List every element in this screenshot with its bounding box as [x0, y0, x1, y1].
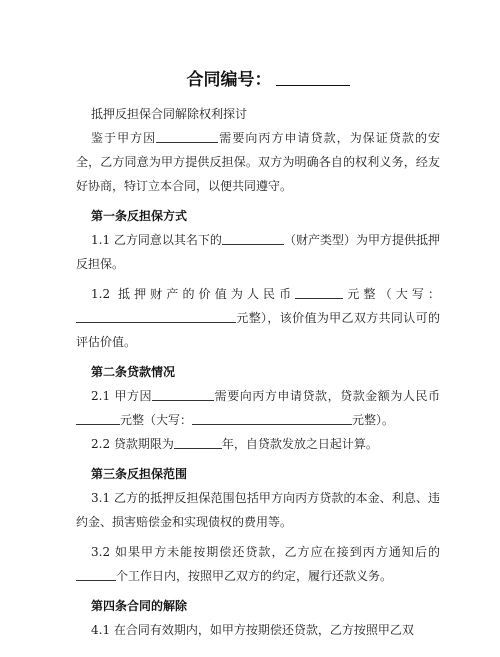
clause-3-2-text-1: 3.2 如果甲方未能按期偿还贷款，乙方应在接到丙方通知后的 [91, 545, 440, 559]
property-value-words-blank[interactable] [76, 308, 236, 323]
property-value-blank[interactable] [295, 284, 343, 299]
clause-2-1-text-3: 元整（大写： [120, 413, 193, 427]
article2-clause2 [76, 432, 440, 456]
clause-1-1-text-2: （财产类型）为甲方提供抵押反担保。 [76, 233, 440, 271]
article4-heading: 第四条合同的解除 [91, 599, 188, 613]
clause-2-1-text-4: 元整）。 [352, 413, 395, 427]
article1-clause1 [76, 228, 440, 276]
article1-heading: 第一条反担保方式 [91, 209, 188, 223]
preamble-text-1: 鉴于甲方因 [91, 131, 157, 145]
article2-heading: 第二条贷款情况 [91, 365, 176, 379]
clause-2-2-text-2: 年，自贷款发放之日起计算。 [221, 437, 378, 451]
contract-number-blank[interactable] [276, 69, 350, 86]
article4-clause1: 4.1 在合同有效期内，如甲方按期偿还贷款，乙方按照甲乙双 [91, 623, 414, 637]
preamble-text-2: 需要向丙方申请贷款，为保证贷款的安全，乙方同意为甲方提供反担保。双方为明确各自的权利义务，经友好协商，特订立本合同，以便共同遵守。 [76, 131, 440, 193]
preamble-paragraph [76, 126, 440, 198]
clause-2-2-text-1: 2.2 贷款期限为 [91, 437, 174, 451]
clause-1-2-text-2: 元整（大写： [343, 287, 440, 301]
clause-3-2-text-2: 个工作日内，按照甲乙双方的约定，履行还款义务。 [116, 569, 393, 583]
contract-number-title [76, 68, 440, 92]
clause-2-1-text-1: 2.1 甲方因 [91, 389, 153, 403]
contract-number-label: 合同编号： [186, 70, 272, 90]
loan-purpose-blank[interactable] [156, 128, 218, 143]
article3-clause2 [76, 540, 440, 588]
clause-2-1-text-2: 需要向丙方申请贷款，贷款金额为人民币 [214, 389, 440, 403]
article2-clause1 [76, 384, 440, 432]
loan-reason-blank[interactable] [152, 386, 214, 401]
loan-amount-words-blank[interactable] [192, 410, 352, 425]
article3-heading: 第三条反担保范围 [91, 467, 188, 481]
article1-clause2 [76, 282, 440, 354]
property-name-blank[interactable] [222, 230, 284, 245]
document-subtitle: 抵押反担保合同解除权利探讨 [91, 107, 248, 121]
loan-term-blank[interactable] [174, 434, 222, 449]
working-days-blank[interactable] [76, 566, 116, 581]
loan-amount-blank[interactable] [76, 410, 120, 425]
article3-clause1: 3.1 乙方的抵押反担保范围包括甲方向丙方贷款的本金、利息、违约金、损害赔偿金和实现债权的费用等。 [76, 491, 440, 529]
clause-1-1-text-1: 1.1 乙方同意以其名下的 [91, 233, 222, 247]
clause-1-2-text-1: 1.2 抵押财产的价值为人民币 [91, 287, 296, 301]
clause-1-2-text-3: 元整），该价值为甲乙双方共同认可的评估价值。 [76, 311, 440, 349]
